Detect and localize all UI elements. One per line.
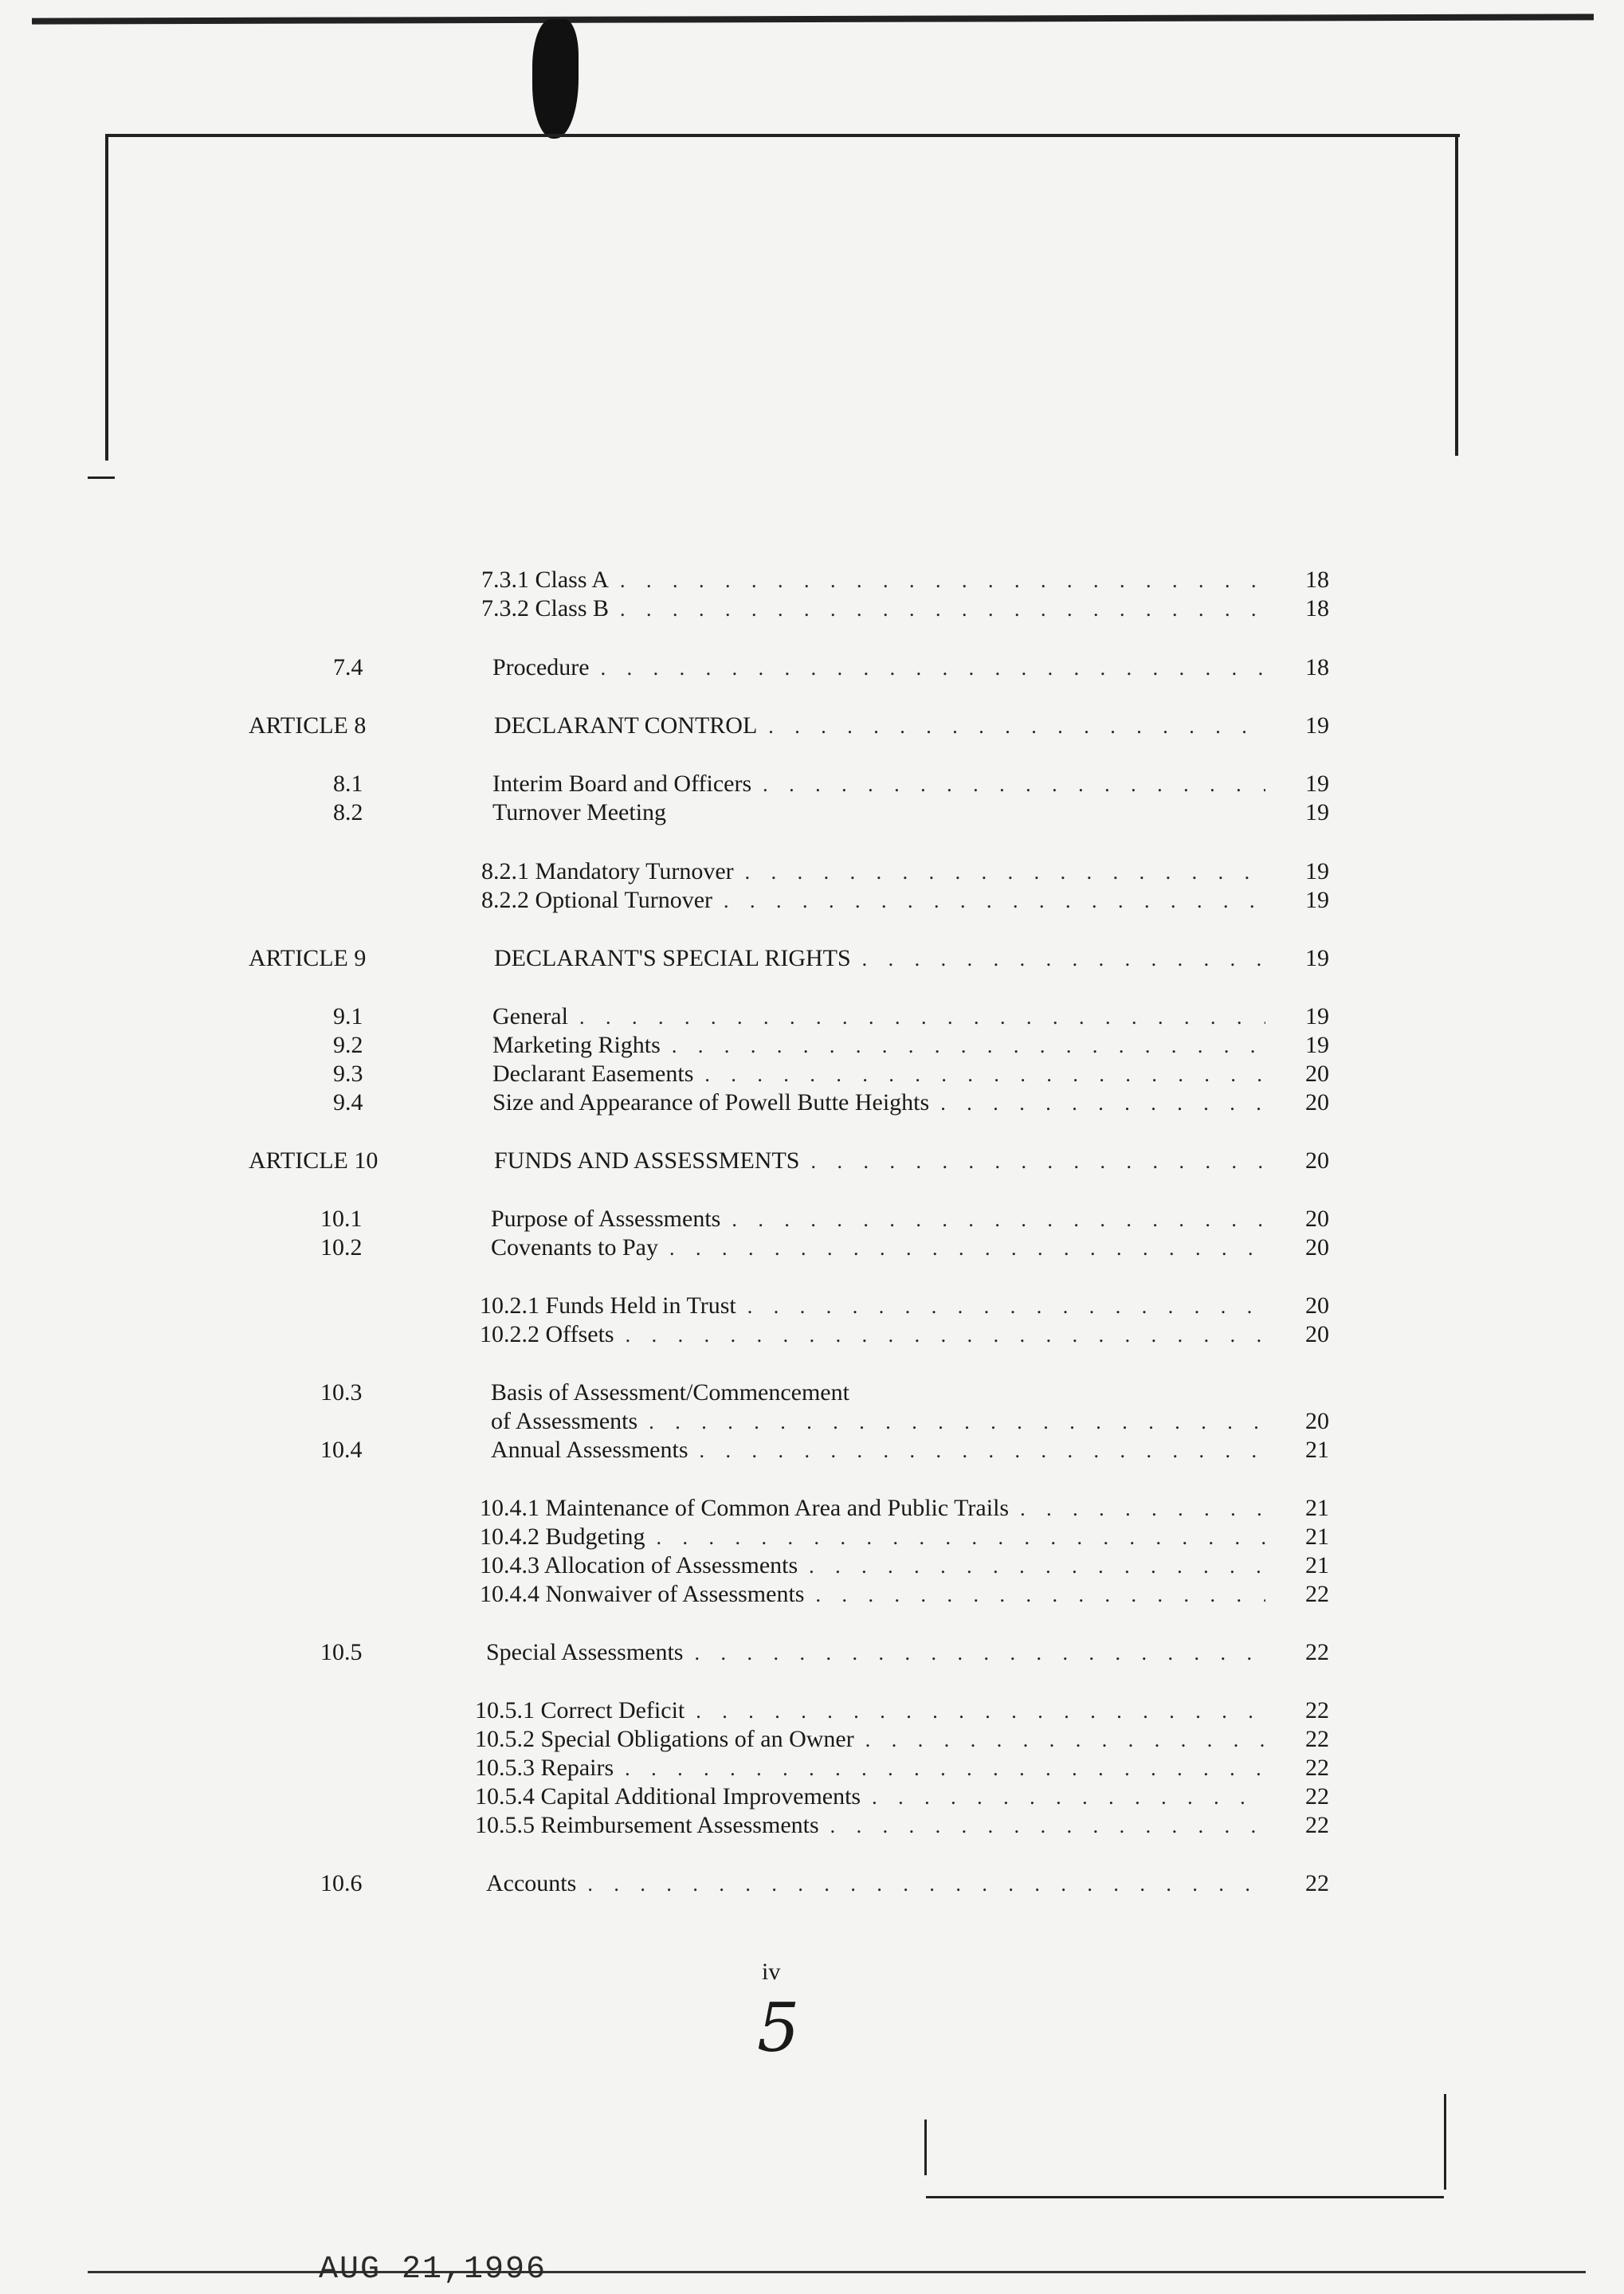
- toc-entry-title: [481, 857, 1265, 887]
- toc-entry-number: 10.1: [320, 1206, 363, 1232]
- toc-entry-number: 9.1: [333, 1003, 363, 1029]
- toc-entry: [0, 944, 1624, 973]
- toc-entry-label: 10.5.3 Repairs: [475, 1755, 614, 1781]
- toc-entry-title: [491, 1436, 1265, 1465]
- toc-entry-number: 10.4: [320, 1437, 363, 1463]
- toc-entry-label: 10.4.2 Budgeting: [480, 1523, 645, 1550]
- toc-entry-title: [492, 770, 1265, 799]
- toc-entry-number: 10.5: [320, 1639, 363, 1665]
- toc-entry: [0, 1292, 1624, 1320]
- bottom-rule: [88, 2271, 1586, 2273]
- toc-entry-number: 9.4: [333, 1089, 363, 1116]
- toc-entry: [0, 1031, 1624, 1060]
- toc-entry: [0, 1782, 1624, 1811]
- handwritten-page-number: 5: [757, 1989, 800, 2067]
- toc-entry: [0, 1060, 1624, 1088]
- toc-entry-label: DECLARANT'S SPECIAL RIGHTS: [494, 945, 851, 971]
- toc-entry-label: Accounts: [486, 1870, 577, 1896]
- toc-entry-page: 20: [1305, 1147, 1329, 1174]
- toc-entry-page: 22: [1305, 1870, 1329, 1896]
- frame-top-rule: [105, 134, 1460, 137]
- toc-entry-label: Interim Board and Officers: [492, 771, 752, 797]
- toc-entry-page: 18: [1305, 654, 1329, 680]
- dot-leader: [1020, 1495, 1265, 1523]
- toc-entry: [0, 594, 1624, 623]
- toc-entry-title: [481, 594, 1265, 624]
- box-base-rule: [926, 2196, 1444, 2198]
- toc-entry-title: [491, 1233, 1265, 1263]
- left-tick-mark: [88, 476, 115, 479]
- dot-leader: [620, 567, 1265, 595]
- toc-entry: [0, 1696, 1624, 1725]
- toc-entry-title: [492, 653, 1265, 683]
- toc-entry-title: [486, 1869, 1265, 1899]
- toc-entry-page: 22: [1305, 1783, 1329, 1810]
- dot-leader: [745, 858, 1265, 887]
- toc-entry: [0, 1378, 1624, 1407]
- toc-entry: [0, 1811, 1624, 1840]
- toc-entry-page: 19: [1305, 887, 1329, 913]
- toc-entry-page: 20: [1305, 1292, 1329, 1319]
- toc-entry-number: 7.4: [333, 654, 363, 680]
- toc-entry-title: [481, 566, 1265, 595]
- box-right-rule: [1444, 2094, 1446, 2190]
- toc-entry: [0, 1407, 1624, 1436]
- toc-entry-label: 10.2.1 Funds Held in Trust: [480, 1292, 736, 1319]
- toc-entry-label: 10.4.1 Maintenance of Common Area and Public Trails: [480, 1495, 1010, 1521]
- toc-entry: [0, 798, 1624, 827]
- toc-entry-title: [492, 798, 1265, 827]
- dot-leader: [657, 1523, 1266, 1552]
- toc-entry-title: [480, 1551, 1265, 1581]
- toc-entry-title: [480, 1292, 1265, 1321]
- dot-leader: [815, 1581, 1265, 1610]
- toc-entry: [0, 1088, 1624, 1117]
- toc-entry-page: 19: [1305, 945, 1329, 971]
- page-folio: iv: [762, 1959, 781, 1985]
- toc-entry-page: 19: [1305, 1032, 1329, 1058]
- dot-leader: [768, 712, 1265, 741]
- toc-entry-title: [494, 944, 1265, 974]
- dot-leader: [696, 1697, 1265, 1726]
- toc-entry-title: [480, 1320, 1265, 1350]
- dot-leader: [625, 1755, 1265, 1783]
- toc-entry-page: 18: [1305, 595, 1329, 622]
- dot-leader: [747, 1292, 1265, 1321]
- toc-entry-number: 10.2: [320, 1234, 363, 1261]
- toc-entry-page: 20: [1305, 1089, 1329, 1116]
- toc-entry-number: 9.2: [333, 1032, 363, 1058]
- dot-leader: [669, 1234, 1265, 1263]
- toc-entry-page: 19: [1305, 1003, 1329, 1029]
- toc-entry-label: 10.5.4 Capital Additional Improvements: [475, 1783, 861, 1810]
- dot-leader: [601, 654, 1265, 683]
- dot-leader: [862, 945, 1265, 974]
- scan-blot: [532, 19, 579, 139]
- toc-entry: [0, 770, 1624, 798]
- toc-entry-page: 20: [1305, 1234, 1329, 1261]
- frame-right-rule: [1455, 137, 1458, 456]
- toc-entry-page: 21: [1305, 1552, 1329, 1578]
- toc-entry-page: 21: [1305, 1523, 1329, 1550]
- toc-entry-label: 7.3.1 Class A: [481, 567, 610, 593]
- toc-entry-label: Declarant Easements: [492, 1061, 694, 1087]
- toc-entry-page: 22: [1305, 1755, 1329, 1781]
- toc-entry-label: Annual Assessments: [491, 1437, 688, 1463]
- dot-leader: [830, 1812, 1265, 1841]
- toc-entry-label: Size and Appearance of Powell Butte Heights: [492, 1089, 930, 1116]
- toc-entry-page: 20: [1305, 1206, 1329, 1232]
- toc-entry: [0, 1205, 1624, 1233]
- toc-entry-label: of Assessments: [491, 1408, 638, 1434]
- toc-entry: [0, 1436, 1624, 1465]
- toc-entry-number: 9.3: [333, 1061, 363, 1087]
- toc-entry-title: [480, 1523, 1265, 1552]
- toc-entry-label: 7.3.2 Class B: [481, 595, 610, 622]
- toc-entry: [0, 1494, 1624, 1523]
- toc-entry-page: 20: [1305, 1321, 1329, 1347]
- toc-entry-title: [486, 1638, 1265, 1668]
- toc-entry-label: Covenants to Pay: [491, 1234, 658, 1261]
- toc-entry-title: [492, 1088, 1265, 1118]
- toc-entry: [0, 1320, 1624, 1349]
- toc-entry-label: FUNDS AND ASSESSMENTS: [494, 1147, 800, 1174]
- toc-entry-title: [492, 1002, 1265, 1032]
- toc-entry-title: [494, 712, 1265, 741]
- toc-entry-page: 19: [1305, 771, 1329, 797]
- toc-entry-label: Basis of Assessment/Commencement: [491, 1379, 849, 1406]
- date-stamp: AUG 21,1996: [319, 2252, 547, 2288]
- toc-entry-title: [494, 1147, 1265, 1176]
- toc-entry-page: 20: [1305, 1061, 1329, 1087]
- dot-leader: [704, 1061, 1265, 1089]
- frame-left-rule: [105, 134, 108, 461]
- dot-leader: [724, 887, 1265, 916]
- toc-entry-title: [475, 1725, 1265, 1755]
- toc-entry-page: 22: [1305, 1581, 1329, 1607]
- toc-entry: [0, 1147, 1624, 1175]
- toc-entry-page: 22: [1305, 1812, 1329, 1838]
- toc-entry: [0, 1233, 1624, 1262]
- toc-entry-title: [480, 1494, 1265, 1523]
- toc-entry-title: [475, 1811, 1265, 1841]
- toc-entry-label: General: [492, 1003, 568, 1029]
- dot-leader: [620, 595, 1265, 624]
- toc-entry: [0, 857, 1624, 886]
- toc-entry-label: 10.4.4 Nonwaiver of Assessments: [480, 1581, 805, 1607]
- dot-leader: [872, 1783, 1265, 1812]
- toc-entry-page: 20: [1305, 1408, 1329, 1434]
- toc-entry: [0, 886, 1624, 915]
- toc-entry-title: [481, 886, 1265, 916]
- toc-entry-label: Procedure: [492, 654, 590, 680]
- toc-entry-label: Special Assessments: [486, 1639, 684, 1665]
- toc-entry-page: 19: [1305, 858, 1329, 884]
- dot-leader: [672, 1032, 1265, 1061]
- toc-entry-title: [492, 1060, 1265, 1089]
- toc-entry-number: 10.3: [320, 1379, 363, 1406]
- dot-leader: [700, 1437, 1266, 1465]
- toc-entry-title: [475, 1696, 1265, 1726]
- toc-entry-label: 8.2.1 Mandatory Turnover: [481, 858, 734, 884]
- toc-entry-page: 19: [1305, 712, 1329, 739]
- toc-entry-number: ARTICLE 9: [249, 945, 367, 971]
- toc-entry: [0, 712, 1624, 740]
- toc-entry-label: 10.5.5 Reimbursement Assessments: [475, 1812, 819, 1838]
- toc-entry-page: 22: [1305, 1639, 1329, 1665]
- toc-entry: [0, 1638, 1624, 1667]
- toc-entry-label: 10.5.1 Correct Deficit: [475, 1697, 685, 1723]
- toc-entry: [0, 1551, 1624, 1580]
- toc-entry-page: 18: [1305, 567, 1329, 593]
- toc-entry-label: DECLARANT CONTROL: [494, 712, 758, 739]
- toc-entry-page: 19: [1305, 799, 1329, 825]
- toc-entry-title: [491, 1407, 1265, 1437]
- toc-entry-label: Marketing Rights: [492, 1032, 661, 1058]
- toc-entry-page: 21: [1305, 1495, 1329, 1521]
- toc-entry-label: 10.2.2 Offsets: [480, 1321, 614, 1347]
- dot-leader: [695, 1639, 1266, 1668]
- box-left-rule: [924, 2119, 927, 2175]
- dot-leader: [810, 1147, 1265, 1176]
- toc-entry-number: 10.6: [320, 1870, 363, 1896]
- toc-entry-label: 10.5.2 Special Obligations of an Owner: [475, 1726, 854, 1752]
- toc-entry-title: [480, 1580, 1265, 1610]
- toc-entry-number: 8.2: [333, 799, 363, 825]
- scan-top-edge: [32, 14, 1594, 24]
- toc-entry-title: [491, 1205, 1265, 1234]
- toc-entry: [0, 1580, 1624, 1609]
- toc-entry-page: 21: [1305, 1437, 1329, 1463]
- dot-leader: [649, 1408, 1265, 1437]
- toc-entry-title: [491, 1378, 1265, 1407]
- toc-entry-label: 8.2.2 Optional Turnover: [481, 887, 713, 913]
- dot-leader: [763, 771, 1265, 799]
- toc-entry: [0, 1754, 1624, 1782]
- dot-leader: [940, 1089, 1265, 1118]
- toc-entry: [0, 1523, 1624, 1551]
- toc-entry-number: 8.1: [333, 771, 363, 797]
- toc-entry: [0, 566, 1624, 594]
- toc-entry-label: Turnover Meeting: [492, 799, 667, 825]
- toc-entry-title: [475, 1754, 1265, 1783]
- toc-entry-title: [475, 1782, 1265, 1812]
- toc-entry: [0, 1002, 1624, 1031]
- dot-leader: [809, 1552, 1265, 1581]
- toc-entry-number: ARTICLE 8: [249, 712, 367, 739]
- toc-entry-page: 22: [1305, 1697, 1329, 1723]
- toc-entry: [0, 653, 1624, 682]
- toc-entry-label: Purpose of Assessments: [491, 1206, 721, 1232]
- toc-entry: [0, 1725, 1624, 1754]
- toc-entry-label: 10.4.3 Allocation of Assessments: [480, 1552, 798, 1578]
- dot-leader: [865, 1726, 1265, 1755]
- dot-leader: [732, 1206, 1265, 1234]
- toc-entry-number: ARTICLE 10: [249, 1147, 379, 1174]
- toc-entry-page: 22: [1305, 1726, 1329, 1752]
- dot-leader: [579, 1003, 1265, 1032]
- dot-leader: [626, 1321, 1265, 1350]
- toc-entry-title: [492, 1031, 1265, 1061]
- dot-leader: [587, 1870, 1265, 1899]
- toc-entry: [0, 1869, 1624, 1898]
